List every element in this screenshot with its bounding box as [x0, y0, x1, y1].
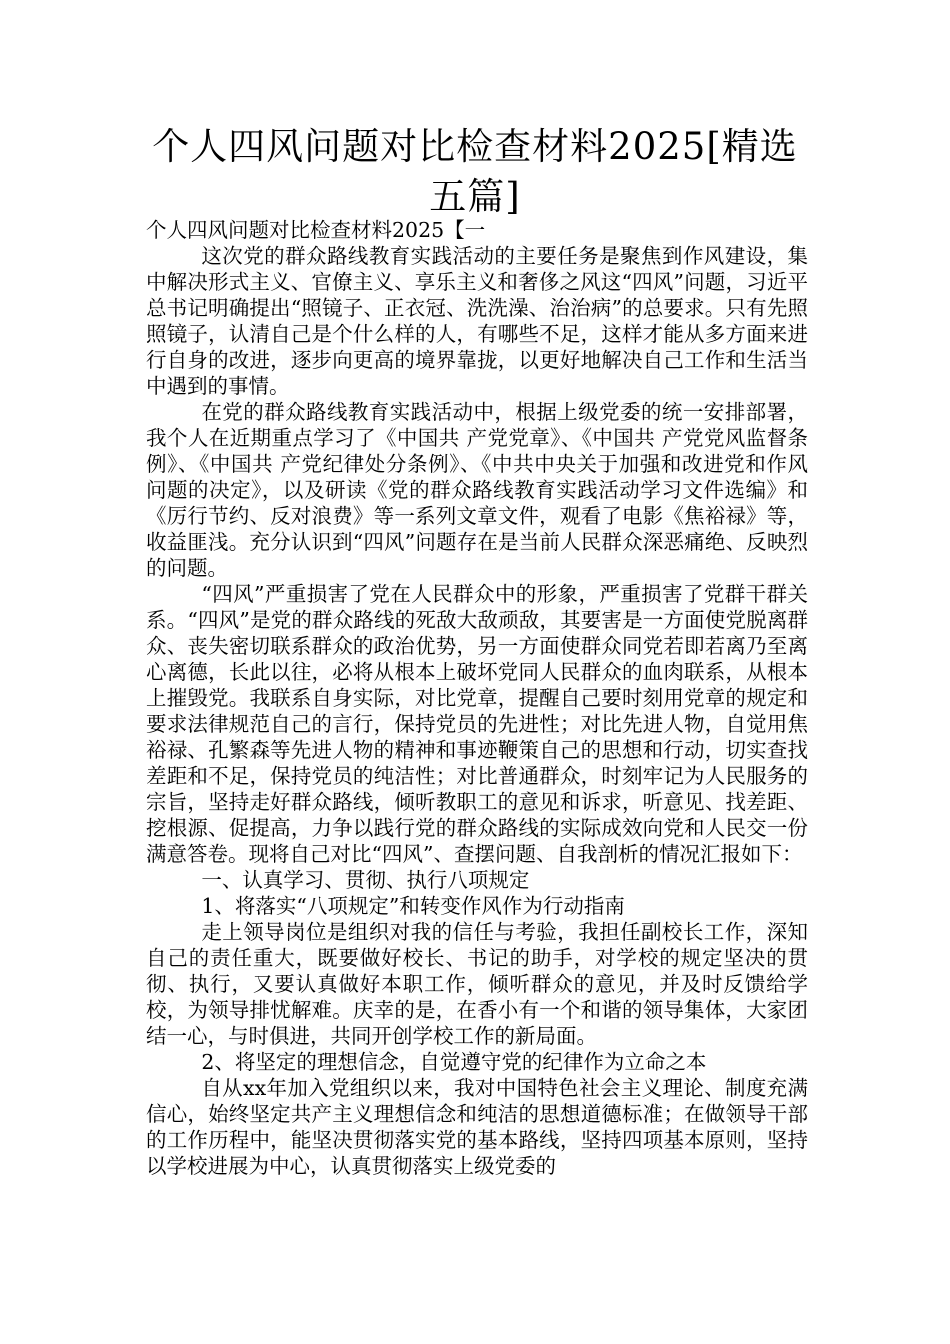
- subheading-2: 2、将坚定的理想信念，自觉遵守党的纪律作为立命之本: [201, 1050, 707, 1074]
- paragraph-four-winds: “四风”严重损害了党在人民群众中的形象，严重损害了党群干群关系。“四风”是党的群众路线的死敌大敌顽敌，其要害是一方面使党脱离群众、丧失密切联系群众的政治优势，另一方面使群众同党若即若离乃至离心离德，长此以往，必将从根本上破坏党同人民群众的血肉联系，从根本上摧毁党。我联系自身实际，对比党章，提醒自己要时刻用党章的规定和要求法律规范自己的言行，保持党员的先进性；对比先进人物，自觉用焦裕禄、孔繁森等先进人物的精神和事迹鞭策自己的思想和行动，切实查找差距和不足，保持党员的纯洁性；对比普通群众，时刻牢记为人民服务的宗旨，坚持走好群众路线，倾听教职工的意见和诉求，听意见、找差距、挖根源、促提高，力争以践行党的群众路线的实际成效向党和人民交一份满意答卷。现将自己对比“四风”、查摆问题、自我剖析的情况汇报如下：: [146, 582, 808, 866]
- paragraph-intro: 这次党的群众路线教育实践活动的主要任务是聚焦到作风建设，集中解决形式主义、官僚主义、享乐主义和奢侈之风这“四风”问题，习近平总书记明确提出“照镜子、正衣冠、洗洗澡、治治病”的总要求。只有先照照镜子，认清自己是个什么样的人，有哪些不足，这样才能从多方面来进行自身的改进，逐步向更高的境界靠拢，以更好地解决自己工作和生活当中遇到的事情。: [146, 244, 808, 398]
- document-body: [146, 217, 808, 1179]
- paragraph-party-discipline: 自从xx年加入党组织以来，我对中国特色社会主义理论、制度充满信心，始终坚定共产主义理想信念和纯洁的思想道德标准；在做领导干部的工作历程中，能坚决贯彻落实党的基本路线，坚持四项基本原则，坚持以学校进展为中心，认真贯彻落实上级党委的: [146, 1076, 808, 1178]
- paragraph-study: 在党的群众路线教育实践活动中，根据上级党委的统一安排部署，我个人在近期重点学习了《中国共 产党党章》、《中国共 产党党风监督条例》、《中国共 产党纪律处分条例》、《中共中央关于加强和改进党和作风问题的决定》，以及研读《党的群众路线教育实践活动学习文件选编》和《厉行节约、反对浪费》等一系列文章文件，观看了电影《焦裕禄》等，收益匪浅。充分认识到“四风”问题存在是当前人民群众深恶痛绝、反映烈的问题。: [146, 400, 808, 580]
- document-title: 个人四风问题对比检查材料2025[精选五篇]: [152, 125, 798, 218]
- paragraph-leadership: 走上领导岗位是组织对我的信任与考验，我担任副校长工作，深知自己的责任重大，既要做好校长、书记的助手，对学校的规定坚决的贯彻、执行，又要认真做好本职工作，倾听群众的意见，并及时反馈给学校，为领导排忧解难。庆幸的是，在香小有一个和谐的领导集体，大家团结一心，与时俱进，共同开创学校工作的新局面。: [146, 920, 808, 1048]
- subheading-1: 1、将落实“八项规定”和转变作风作为行动指南: [201, 894, 625, 918]
- section-heading-1: 一、认真学习、贯彻、执行八项规定: [201, 868, 530, 892]
- document-subtitle: 个人四风问题对比检查材料2025【一: [146, 218, 486, 242]
